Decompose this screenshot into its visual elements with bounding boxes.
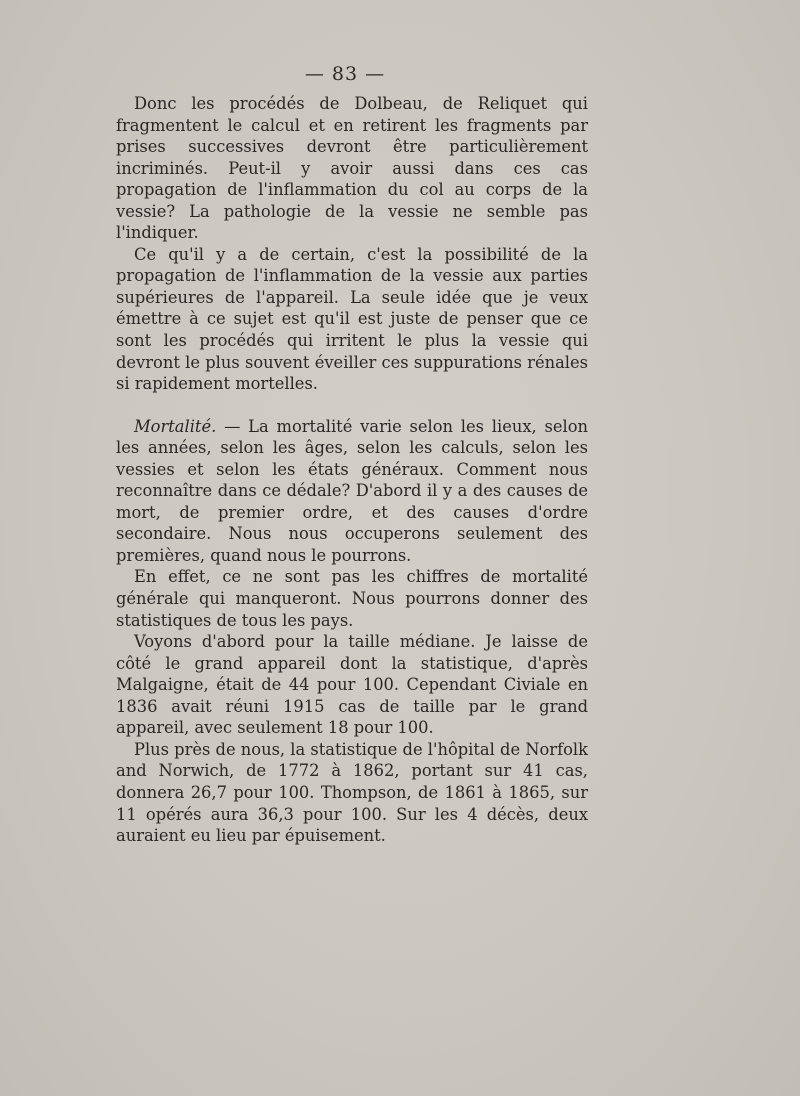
page-number: — 83 — <box>304 63 386 85</box>
paragraph-5: Voyons d'abord pour la taille médiane. Je laisse de côté le grand appareil dont la statistique, d'après Malgaigne, était de 44 pour 100. Cependant Civiale en 1836 avait réuni 1915 cas de taille par le grand appareil, avec seulement 18 pour 100. <box>116 632 588 738</box>
paragraph-2: Ce qu'il y a de certain, c'est la possibilité de la propagation de l'inflammation de la vessie aux parties supérieures de l'appareil. La seule idée que je veux émettre à ce sujet est qu'il est juste de penser que ce sont les procédés qui irritent le plus la vessie qui devront le plus souvent éveiller ces suppurations rénales si rapidement mortelles. <box>116 244 588 394</box>
paragraph-3-text: — La mortalité varie selon les lieux, selon les années, selon les âges, selon les calculs, selon les vessies et selon les états généraux. Comment nous reconnaître dans ce dédale? D'abord il y a des causes de mort, de premier ordre, et des causes d'ordre secondaire. Nous nous occuperons seulement des premières, quand nous le pourrons. <box>116 416 588 565</box>
paragraph-1: Donc les procédés de Dolbeau, de Reliquet qui fragmentent le calcul et en retirent les fragments par prises successives devront être particulièrement incriminés. Peut-il y avoir aussi dans ces cas propagation de l'inflammation du col au corps de la vessie? La pathologie de la vessie ne semble pas l'indiquer. <box>116 94 588 243</box>
paragraph-3 <box>116 416 588 567</box>
paragraph-6: Plus près de nous, la statistique de l'hôpital de Norfolk and Norwich, de 1772 à 1862, portant sur 41 cas, donnera 26,7 pour 100. Thompson, de 1861 à 1865, sur 11 opérés aura 36,3 pour 100. Sur les 4 décès, deux auraient eu lieu par épuisement. <box>116 739 588 846</box>
body-text <box>116 93 588 847</box>
paragraph-4: En effet, ce ne sont pas les chiffres de mortalité générale qui manqueront. Nous pourrons donner des statistiques de tous les pays. <box>116 567 588 630</box>
section-heading-mortalite: Mortalité. <box>134 416 217 436</box>
